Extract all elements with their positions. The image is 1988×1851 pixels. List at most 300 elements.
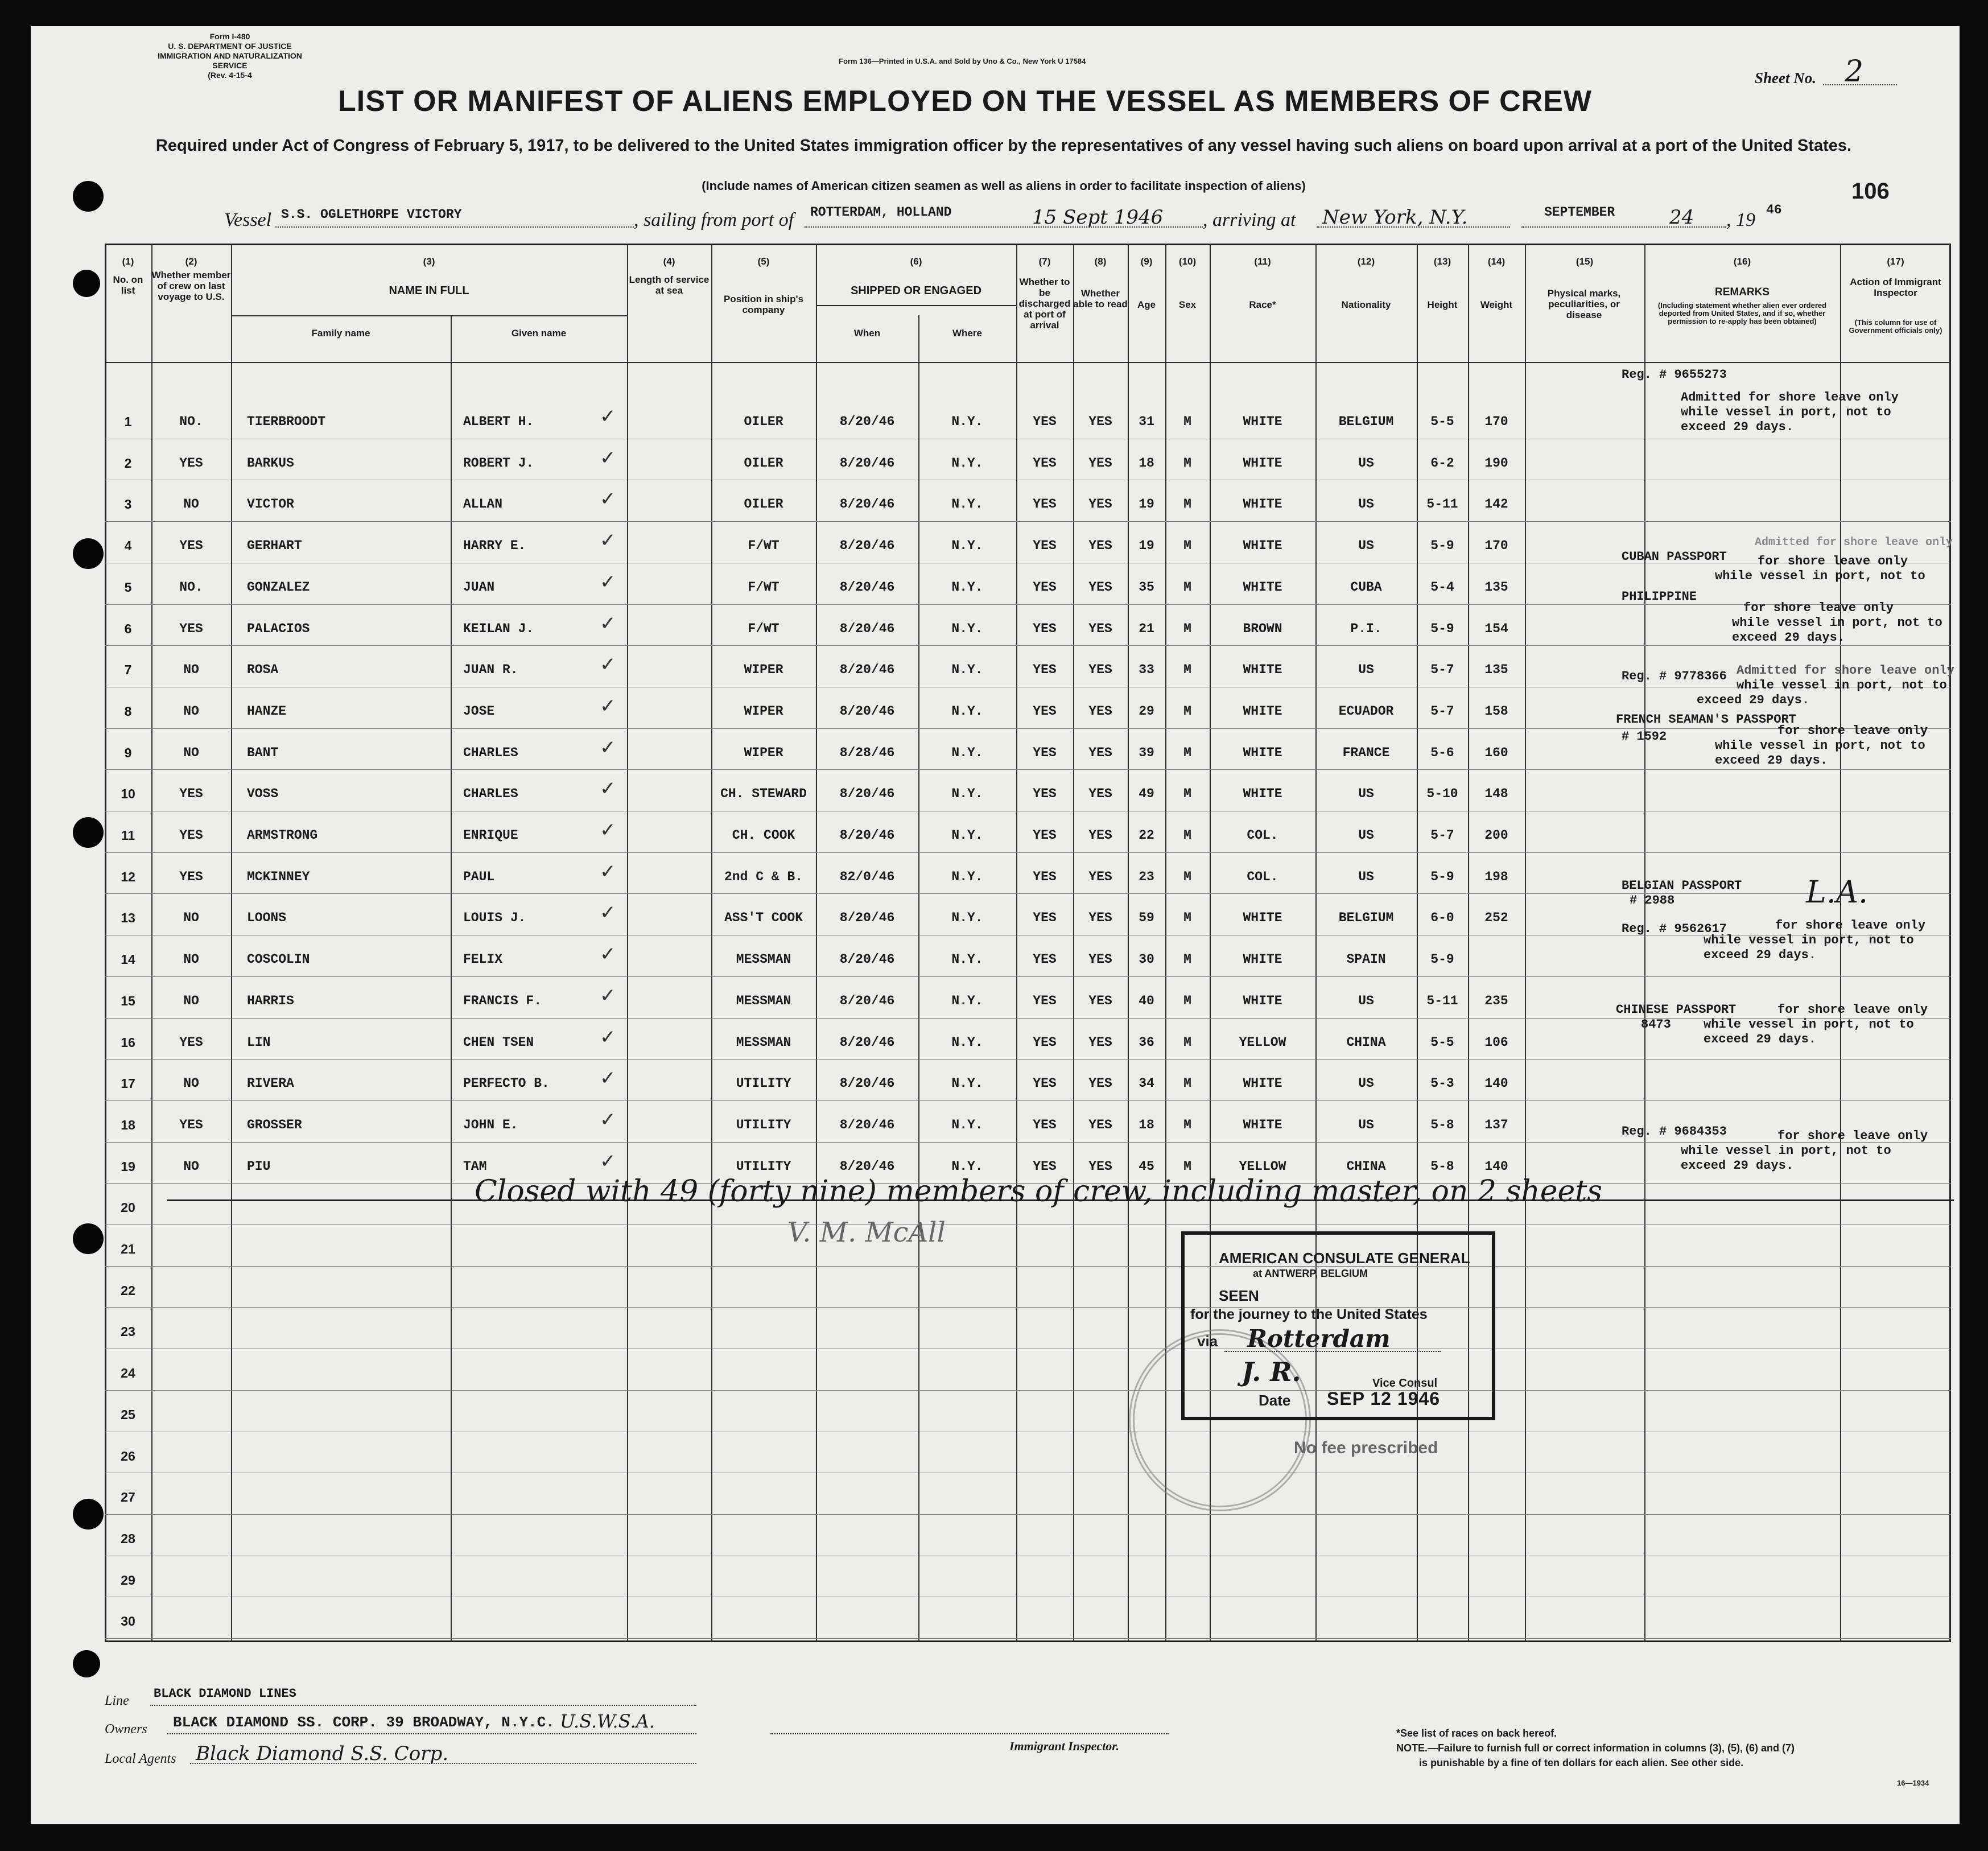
checkmark-icon: ✓ <box>600 529 616 552</box>
cell-nationality: US <box>1358 786 1374 801</box>
remark-13-passport: BELGIAN PASSPORT <box>1622 879 1742 893</box>
col-num-11: (11) <box>1254 256 1271 267</box>
page-title: LIST OR MANIFEST OF ALIENS EMPLOYED ON THE VESSEL AS MEMBERS OF CREW <box>338 85 1592 118</box>
cell-given: KEILAN J. <box>463 621 534 636</box>
cell-race: WHITE <box>1243 456 1282 471</box>
cell-weight: 137 <box>1484 1118 1508 1132</box>
cell-family: LOONS <box>247 910 287 925</box>
col-header-10: Sex <box>1178 299 1197 310</box>
cell-where: N.Y. <box>951 745 983 760</box>
checkmark-icon: ✓ <box>600 860 616 883</box>
cell-age: 31 <box>1139 414 1154 429</box>
cell-family: BANT <box>247 745 279 760</box>
row-number: 1 <box>124 414 132 429</box>
col-header-6: SHIPPED OR ENGAGED <box>850 285 982 297</box>
cell-discharged: YES <box>1033 828 1057 843</box>
sailing-line <box>805 226 1203 228</box>
cell-height: 5-5 <box>1430 414 1454 429</box>
cell-family: COSCOLIN <box>247 952 310 967</box>
col-num-4: (4) <box>663 256 675 267</box>
stamp-via: Rotterdam <box>1247 1325 1391 1353</box>
cell-family: BARKUS <box>247 456 294 471</box>
col-header-13: Height <box>1427 299 1458 310</box>
col-header-16-sub: (Including statement whether alien ever ordered deported from United States, and if so, whether permission to re-apply has been obtained) <box>1657 301 1827 325</box>
cell-sex: M <box>1183 910 1191 925</box>
arriving-line <box>1317 226 1510 228</box>
remark-4-faint: Admitted for shore leave only <box>1755 536 1953 549</box>
cell-given: CHARLES <box>463 745 518 760</box>
stamp-signature: J. R. <box>1242 1357 1301 1387</box>
cell-weight: 158 <box>1484 704 1508 719</box>
cell-position: WIPER <box>744 704 783 719</box>
cell-read: YES <box>1088 745 1112 760</box>
column-rule <box>1417 244 1418 1642</box>
table-frame <box>105 244 1951 1642</box>
cell-when: 8/20/46 <box>839 993 895 1008</box>
cell-last: NO <box>183 1159 199 1174</box>
cell-read: YES <box>1088 497 1112 512</box>
row-number: 13 <box>121 910 135 925</box>
cell-discharged: YES <box>1033 704 1057 719</box>
cell-height: 5-4 <box>1430 580 1454 595</box>
cell-discharged: YES <box>1033 497 1057 512</box>
col-header-15: Physical marks, peculiarities, or disease <box>1547 288 1621 320</box>
cell-weight: 154 <box>1484 621 1508 636</box>
cell-sex: M <box>1183 538 1191 553</box>
cell-weight: 142 <box>1484 497 1508 512</box>
cell-where: N.Y. <box>951 704 983 719</box>
remark-13-initials: L.A. <box>1806 874 1869 910</box>
cell-age: 49 <box>1139 786 1154 801</box>
vessel-line <box>275 226 634 228</box>
cell-family: MCKINNEY <box>247 869 310 884</box>
cell-given: ALLAN <box>463 497 503 512</box>
remark-6-passport: PHILIPPINE <box>1622 589 1697 604</box>
cell-where: N.Y. <box>951 910 983 925</box>
cell-position: MESSMAN <box>736 1035 791 1050</box>
cell-weight: 252 <box>1484 910 1508 925</box>
col-header-9: Age <box>1137 299 1156 310</box>
cell-height: 5-9 <box>1430 538 1454 553</box>
cell-read: YES <box>1088 910 1112 925</box>
row-number: 14 <box>121 952 135 967</box>
cell-read: YES <box>1088 414 1112 429</box>
remark-13-num: # 2988 <box>1630 893 1675 908</box>
col-header-11: Race* <box>1249 299 1276 310</box>
remark-1-text3: exceed 29 days. <box>1681 420 1794 434</box>
sailing-port: ROTTERDAM, HOLLAND <box>810 205 952 220</box>
cell-last: YES <box>179 538 203 553</box>
cell-given: ALBERT H. <box>463 414 534 429</box>
column-rule <box>451 315 452 1642</box>
binder-hole <box>73 270 100 297</box>
row-rule <box>105 1307 1951 1308</box>
stamp-line-4: for the journey to the United States <box>1190 1306 1428 1322</box>
arriving-label: , arriving at <box>1203 209 1296 230</box>
cell-where: N.Y. <box>951 1118 983 1132</box>
row-number: 11 <box>121 828 135 843</box>
consular-stamp <box>1181 1231 1495 1420</box>
cell-race: WHITE <box>1243 414 1282 429</box>
cell-when: 8/20/46 <box>839 952 895 967</box>
cell-nationality: BELGIUM <box>1338 910 1394 925</box>
cell-nationality: BELGIUM <box>1338 414 1394 429</box>
cell-race: YELLOW <box>1239 1035 1286 1050</box>
arrival-year-prefix: , 19 <box>1726 209 1755 230</box>
cell-read: YES <box>1088 1035 1112 1050</box>
cell-weight: 135 <box>1484 662 1508 677</box>
row-number: 27 <box>121 1490 135 1504</box>
cell-when: 8/20/46 <box>839 1076 895 1091</box>
cell-discharged: YES <box>1033 1159 1057 1174</box>
page-number: 106 <box>1851 179 1890 204</box>
cell-discharged: YES <box>1033 414 1057 429</box>
cell-nationality: ECUADOR <box>1338 704 1394 719</box>
cell-when: 8/20/46 <box>839 1159 895 1174</box>
column-rule <box>231 244 232 1642</box>
col-header-17: Action of Immigrant Inspector <box>1850 277 1941 298</box>
binder-hole <box>73 1223 104 1254</box>
cell-sex: M <box>1183 414 1191 429</box>
cell-discharged: YES <box>1033 952 1057 967</box>
header-note: (Include names of American citizen seamen as well as aliens in order to facilitate inspection of aliens) <box>702 179 1306 193</box>
cell-given: CHARLES <box>463 786 518 801</box>
form-header <box>145 32 315 80</box>
cell-position: MESSMAN <box>736 993 791 1008</box>
row-number: 25 <box>121 1407 135 1422</box>
footer-agents-label: Local Agents <box>105 1751 176 1766</box>
cell-last: YES <box>179 1035 203 1050</box>
cell-where: N.Y. <box>951 414 983 429</box>
cell-sex: M <box>1183 580 1191 595</box>
cell-race: WHITE <box>1243 497 1282 512</box>
col-num-17: (17) <box>1887 256 1904 267</box>
cell-discharged: YES <box>1033 538 1057 553</box>
cell-sex: M <box>1183 1159 1191 1174</box>
cell-position: OILER <box>744 456 783 471</box>
cell-read: YES <box>1088 662 1112 677</box>
footer-line: BLACK DIAMOND LINES <box>154 1687 296 1701</box>
cell-weight: 170 <box>1484 414 1508 429</box>
cell-height: 5-8 <box>1430 1159 1454 1174</box>
cell-position: OILER <box>744 497 783 512</box>
cell-race: WHITE <box>1243 952 1282 967</box>
cell-where: N.Y. <box>951 1159 983 1174</box>
remark-9-text3: exceed 29 days. <box>1715 753 1828 768</box>
remark-19-text3: exceed 29 days. <box>1681 1159 1794 1173</box>
cell-read: YES <box>1088 704 1112 719</box>
cell-last: NO <box>183 1076 199 1091</box>
row-number: 30 <box>121 1614 135 1629</box>
cell-height: 5-6 <box>1430 745 1454 760</box>
col-num-16: (16) <box>1733 256 1751 267</box>
remark-19-reg: Reg. # 9684353 <box>1622 1124 1727 1139</box>
cell-where: N.Y. <box>951 952 983 967</box>
row-number: 24 <box>121 1366 135 1380</box>
checkmark-icon: ✓ <box>600 653 616 676</box>
row-number: 29 <box>121 1573 135 1588</box>
cell-last: NO. <box>179 580 203 595</box>
col-header-7: Whether to be discharged at port of arrival <box>1018 277 1071 331</box>
vessel-label: Vessel <box>224 209 272 230</box>
cell-read: YES <box>1088 1076 1112 1091</box>
cell-when: 82/0/46 <box>839 869 895 884</box>
col-num-15: (15) <box>1575 256 1594 267</box>
cell-given: JUAN <box>463 580 495 595</box>
cell-family: TIERBROODT <box>247 414 326 429</box>
cell-position: UTILITY <box>736 1076 791 1091</box>
checkmark-icon: ✓ <box>600 901 616 924</box>
row-rule <box>105 1142 1951 1143</box>
col-num-9: (9) <box>1140 256 1153 267</box>
cell-read: YES <box>1088 1118 1112 1132</box>
row-number: 20 <box>121 1200 135 1215</box>
col-num-6: (6) <box>910 256 922 267</box>
remark-1-reg: Reg. # 9655273 <box>1622 368 1727 382</box>
cell-discharged: YES <box>1033 910 1057 925</box>
cell-read: YES <box>1088 1159 1112 1174</box>
cell-weight: 140 <box>1484 1076 1508 1091</box>
cell-where: N.Y. <box>951 456 983 471</box>
cell-position: WIPER <box>744 662 783 677</box>
cell-discharged: YES <box>1033 580 1057 595</box>
row-rule <box>105 1059 1951 1060</box>
cell-position: 2nd C & B. <box>724 869 803 884</box>
stamp-line-2: at ANTWERP, BELGIUM <box>1253 1268 1368 1279</box>
cell-sex: M <box>1183 993 1191 1008</box>
cell-position: CH. STEWARD <box>720 786 807 801</box>
remark-8-reg: Reg. # 9778366 <box>1622 669 1727 683</box>
cell-position: MESSMAN <box>736 952 791 967</box>
cell-race: WHITE <box>1243 745 1282 760</box>
cell-age: 18 <box>1139 1118 1154 1132</box>
remark-16-text3: exceed 29 days. <box>1704 1032 1817 1046</box>
checkmark-icon: ✓ <box>600 777 616 800</box>
cell-nationality: US <box>1358 1118 1374 1132</box>
checkmark-icon: ✓ <box>600 695 616 718</box>
cell-when: 8/20/46 <box>839 1118 895 1132</box>
revision: (Rev. 4-15-4 <box>208 71 252 80</box>
cell-last: NO <box>183 662 199 677</box>
column-rule <box>1016 244 1017 1642</box>
cell-discharged: YES <box>1033 993 1057 1008</box>
checkmark-icon: ✓ <box>600 1026 616 1049</box>
col-num-7: (7) <box>1038 256 1051 267</box>
inspector-rule <box>770 1733 1169 1734</box>
cell-nationality: US <box>1358 993 1374 1008</box>
cell-when: 8/20/46 <box>839 580 895 595</box>
row-number: 3 <box>124 497 132 512</box>
cell-height: 5-3 <box>1430 1076 1454 1091</box>
row-number: 6 <box>124 621 132 636</box>
cell-race: WHITE <box>1243 662 1282 677</box>
cell-age: 34 <box>1139 1076 1154 1091</box>
checkmark-icon: ✓ <box>600 819 616 842</box>
cell-where: N.Y. <box>951 1035 983 1050</box>
stamp-line-1: AMERICAN CONSULATE GENERAL <box>1219 1250 1470 1267</box>
printer-line: Form 136—Printed in U.S.A. and Sold by Uno & Co., New York U 17584 <box>839 57 1086 65</box>
remark-5-text2: while vessel in port, not to <box>1715 569 1925 583</box>
footer-note-2: is punishable by a fine of ten dollars for each alien. See other side. <box>1419 1757 1744 1768</box>
remark-1-text2: while vessel in port, not to <box>1681 405 1891 419</box>
col-num-2: (2) <box>185 256 197 267</box>
row-rule <box>105 521 1951 522</box>
cell-read: YES <box>1088 952 1112 967</box>
footer-owners: BLACK DIAMOND SS. CORP. 39 BROADWAY, N.Y.C. <box>173 1714 555 1731</box>
row-number: 7 <box>124 662 132 677</box>
cell-nationality: US <box>1358 662 1374 677</box>
row-rule <box>105 976 1951 977</box>
cell-read: YES <box>1088 828 1112 843</box>
stamp-line-3: SEEN <box>1219 1287 1259 1304</box>
cell-nationality: SPAIN <box>1346 952 1386 967</box>
cell-age: 23 <box>1139 869 1154 884</box>
cell-height: 6-2 <box>1430 456 1454 471</box>
cell-age: 29 <box>1139 704 1154 719</box>
cell-age: 18 <box>1139 456 1154 471</box>
manifest-sheet <box>31 26 1960 1824</box>
cell-given: FELIX <box>463 952 503 967</box>
stamp-via-line <box>1224 1351 1441 1352</box>
col-header-17-sub: (This column for use of Government officials only) <box>1849 318 1942 335</box>
cell-position: OILER <box>744 414 783 429</box>
column-rule <box>1525 244 1526 1642</box>
binder-hole <box>73 1499 104 1530</box>
remark-14-reg: Reg. # 9562617 <box>1622 922 1727 936</box>
cell-family: ARMSTRONG <box>247 828 318 843</box>
checkmark-icon: ✓ <box>600 447 616 469</box>
sheet-no: 2 <box>1845 55 1864 89</box>
cell-nationality: US <box>1358 869 1374 884</box>
cell-age: 39 <box>1139 745 1154 760</box>
cell-weight: 140 <box>1484 1159 1508 1174</box>
cell-height: 5-5 <box>1430 1035 1454 1050</box>
column-rule <box>1128 244 1129 1642</box>
footer-agents-rule <box>190 1763 696 1764</box>
cell-age: 19 <box>1139 497 1154 512</box>
cell-given: LOUIS J. <box>463 910 526 925</box>
cell-age: 40 <box>1139 993 1154 1008</box>
column-rule <box>1073 244 1074 1642</box>
cell-weight: 190 <box>1484 456 1508 471</box>
row-number: 23 <box>121 1324 135 1339</box>
cell-age: 45 <box>1139 1159 1154 1174</box>
cell-when: 8/20/46 <box>839 786 895 801</box>
cell-height: 6-0 <box>1430 910 1454 925</box>
row-rule <box>105 728 1951 729</box>
checkmark-icon: ✓ <box>600 612 616 635</box>
cell-position: UTILITY <box>736 1118 791 1132</box>
remark-19-text1: for shore leave only <box>1777 1129 1928 1143</box>
col-header-6-where: Where <box>952 328 982 339</box>
cell-given: PERFECTO B. <box>463 1076 550 1091</box>
cell-given: CHEN TSEN <box>463 1035 534 1050</box>
cell-weight: 148 <box>1484 786 1508 801</box>
cell-where: N.Y. <box>951 538 983 553</box>
cell-family: GONZALEZ <box>247 580 310 595</box>
cell-when: 8/20/46 <box>839 910 895 925</box>
cell-nationality: FRANCE <box>1342 745 1390 760</box>
row-rule <box>105 1018 1951 1019</box>
cell-where: N.Y. <box>951 497 983 512</box>
cell-read: YES <box>1088 621 1112 636</box>
cell-last: NO <box>183 993 199 1008</box>
cell-nationality: US <box>1358 538 1374 553</box>
cell-discharged: YES <box>1033 621 1057 636</box>
cell-when: 8/20/46 <box>839 828 895 843</box>
cell-given: FRANCIS F. <box>463 993 542 1008</box>
remark-5-passport: CUBAN PASSPORT <box>1622 550 1727 564</box>
arrival-month: SEPTEMBER <box>1544 205 1615 220</box>
row-number: 9 <box>124 745 132 760</box>
cell-when: 8/20/46 <box>839 414 895 429</box>
vessel-name: S.S. OGLETHORPE VICTORY <box>281 207 462 222</box>
cell-family: LIN <box>247 1035 271 1050</box>
name-header-rule <box>231 315 627 316</box>
col-num-10: (10) <box>1178 256 1197 267</box>
remark-6-text1: for shore leave only <box>1743 601 1894 615</box>
remark-16-num: 8473 <box>1641 1017 1671 1032</box>
row-number: 15 <box>121 993 135 1008</box>
cell-family: GROSSER <box>247 1118 302 1132</box>
cell-family: HANZE <box>247 704 287 719</box>
cell-where: N.Y. <box>951 993 983 1008</box>
cell-nationality: US <box>1358 456 1374 471</box>
cell-read: YES <box>1088 538 1112 553</box>
header-bottom-rule <box>105 362 1951 363</box>
cell-age: 33 <box>1139 662 1154 677</box>
cell-where: N.Y. <box>951 662 983 677</box>
cell-weight: 200 <box>1484 828 1508 843</box>
footer-owners-label: Owners <box>105 1722 147 1737</box>
no-fee-stamp: No fee prescribed <box>1294 1438 1438 1457</box>
cell-race: WHITE <box>1243 993 1282 1008</box>
row-number: 28 <box>121 1531 135 1546</box>
col-num-13: (13) <box>1433 256 1451 267</box>
checkmark-icon: ✓ <box>600 488 616 510</box>
page-subtitle: Required under Act of Congress of February 5, 1917, to be delivered to the United States immigration officer by the representatives of any vessel having such aliens on board upon arrival at a port of the United States. <box>155 137 1852 155</box>
remark-9-text1: for shore leave only <box>1777 724 1928 738</box>
remark-6-text2: while vessel in port, not to <box>1732 616 1942 630</box>
remark-14-text3: exceed 29 days. <box>1704 948 1817 962</box>
shipped-header-rule <box>816 305 1016 306</box>
col-num-3: (3) <box>423 256 435 267</box>
cell-when: 8/20/46 <box>839 1035 895 1050</box>
cell-read: YES <box>1088 580 1112 595</box>
cell-age: 30 <box>1139 952 1154 967</box>
cell-sex: M <box>1183 786 1191 801</box>
cell-when: 8/20/46 <box>839 456 895 471</box>
cell-nationality: US <box>1358 1076 1374 1091</box>
cell-nationality: CHINA <box>1346 1035 1386 1050</box>
col-num-12: (12) <box>1357 256 1375 267</box>
cell-race: WHITE <box>1243 704 1282 719</box>
cell-last: NO <box>183 497 199 512</box>
cell-position: F/WT <box>748 538 779 553</box>
stamp-vice-consul: Vice Consul <box>1372 1377 1438 1390</box>
column-rule <box>1468 244 1469 1642</box>
cell-height: 5-7 <box>1430 704 1454 719</box>
row-number: 4 <box>124 538 132 553</box>
cell-height: 5-11 <box>1426 993 1458 1008</box>
cell-when: 8/20/46 <box>839 497 895 512</box>
col-header-12: Nationality <box>1341 299 1391 310</box>
cell-when: 8/20/46 <box>839 662 895 677</box>
cell-position: WIPER <box>744 745 783 760</box>
cell-sex: M <box>1183 869 1191 884</box>
cell-when: 8/28/46 <box>839 745 895 760</box>
row-number: 18 <box>121 1118 135 1132</box>
